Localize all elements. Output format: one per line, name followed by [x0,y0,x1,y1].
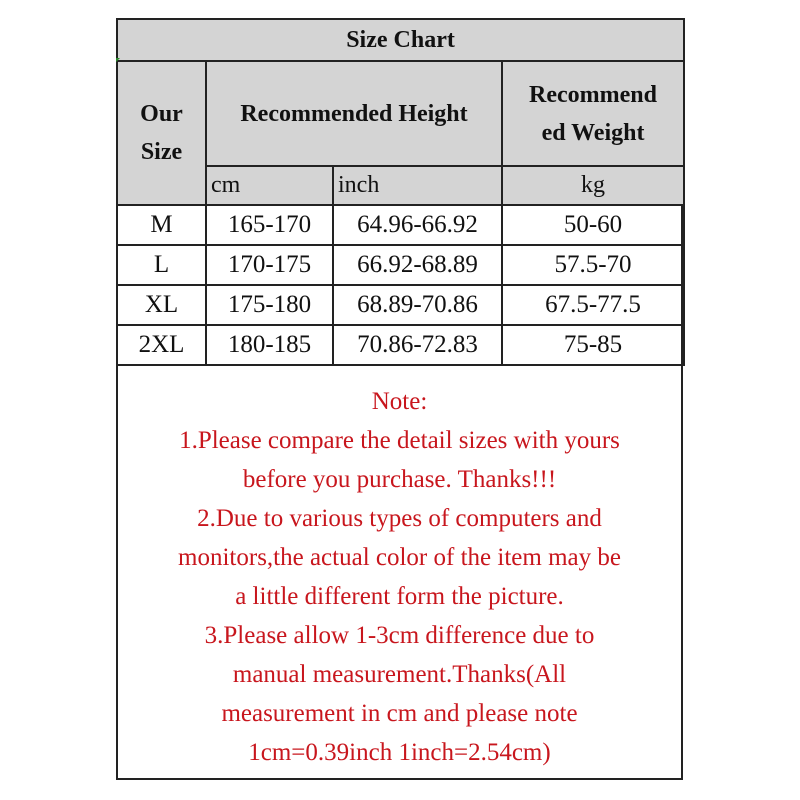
note-line: 1cm=0.39inch 1inch=2.54cm) [248,739,551,766]
cell-size: 2XL [117,325,206,365]
note-line: manual measurement.Thanks(All [232,661,567,688]
note-line: 3.Please allow 1-3cm difference due to [204,622,595,649]
header-our-size-line2: Size [140,139,183,165]
note-line: 2.Due to various types of computers and [197,505,602,532]
cell-kg: 75-85 [502,325,684,365]
table-row [117,245,684,285]
cell-size: L [117,245,206,285]
note-line: measurement in cm and please note [221,700,578,727]
unit-kg: kg [502,166,684,205]
header-recommended-height: Recommended Height [206,61,502,166]
note-block [118,382,681,772]
header-weight-line2: ed Weight [541,119,645,146]
cell-cm: 175-180 [206,285,333,325]
cell-cm: 170-175 [206,245,333,285]
table-row [117,325,684,365]
header-weight-line1: Recommend [529,81,657,108]
cell-cm: 165-170 [206,205,333,245]
note-line: monitors,the actual color of the item may be [178,544,621,571]
note-line: 1.Please compare the detail sizes with yours [179,427,620,454]
table-row [117,285,684,325]
size-chart-table [116,18,685,366]
cell-inch: 70.86-72.83 [333,325,502,365]
header-our-size [117,61,206,205]
cell-size: XL [117,285,206,325]
table-title: Size Chart [117,19,684,61]
cell-kg: 50-60 [502,205,684,245]
header-our-size-line1: Our [140,101,183,127]
cell-inch: 68.89-70.86 [333,285,502,325]
table-row [117,205,684,245]
note-line: before you purchase. Thanks!!! [242,466,557,493]
note-heading: Note: [371,388,428,415]
unit-inch: inch [333,166,502,205]
cell-inch: 64.96-66.92 [333,205,502,245]
cell-kg: 57.5-70 [502,245,684,285]
note-line: a little different form the picture. [235,583,564,610]
cell-marker-icon [116,58,120,62]
cell-size: M [117,205,206,245]
header-recommended-weight [502,61,684,166]
cell-inch: 66.92-68.89 [333,245,502,285]
cell-kg: 67.5-77.5 [502,285,684,325]
unit-cm: cm [206,166,333,205]
cell-cm: 180-185 [206,325,333,365]
